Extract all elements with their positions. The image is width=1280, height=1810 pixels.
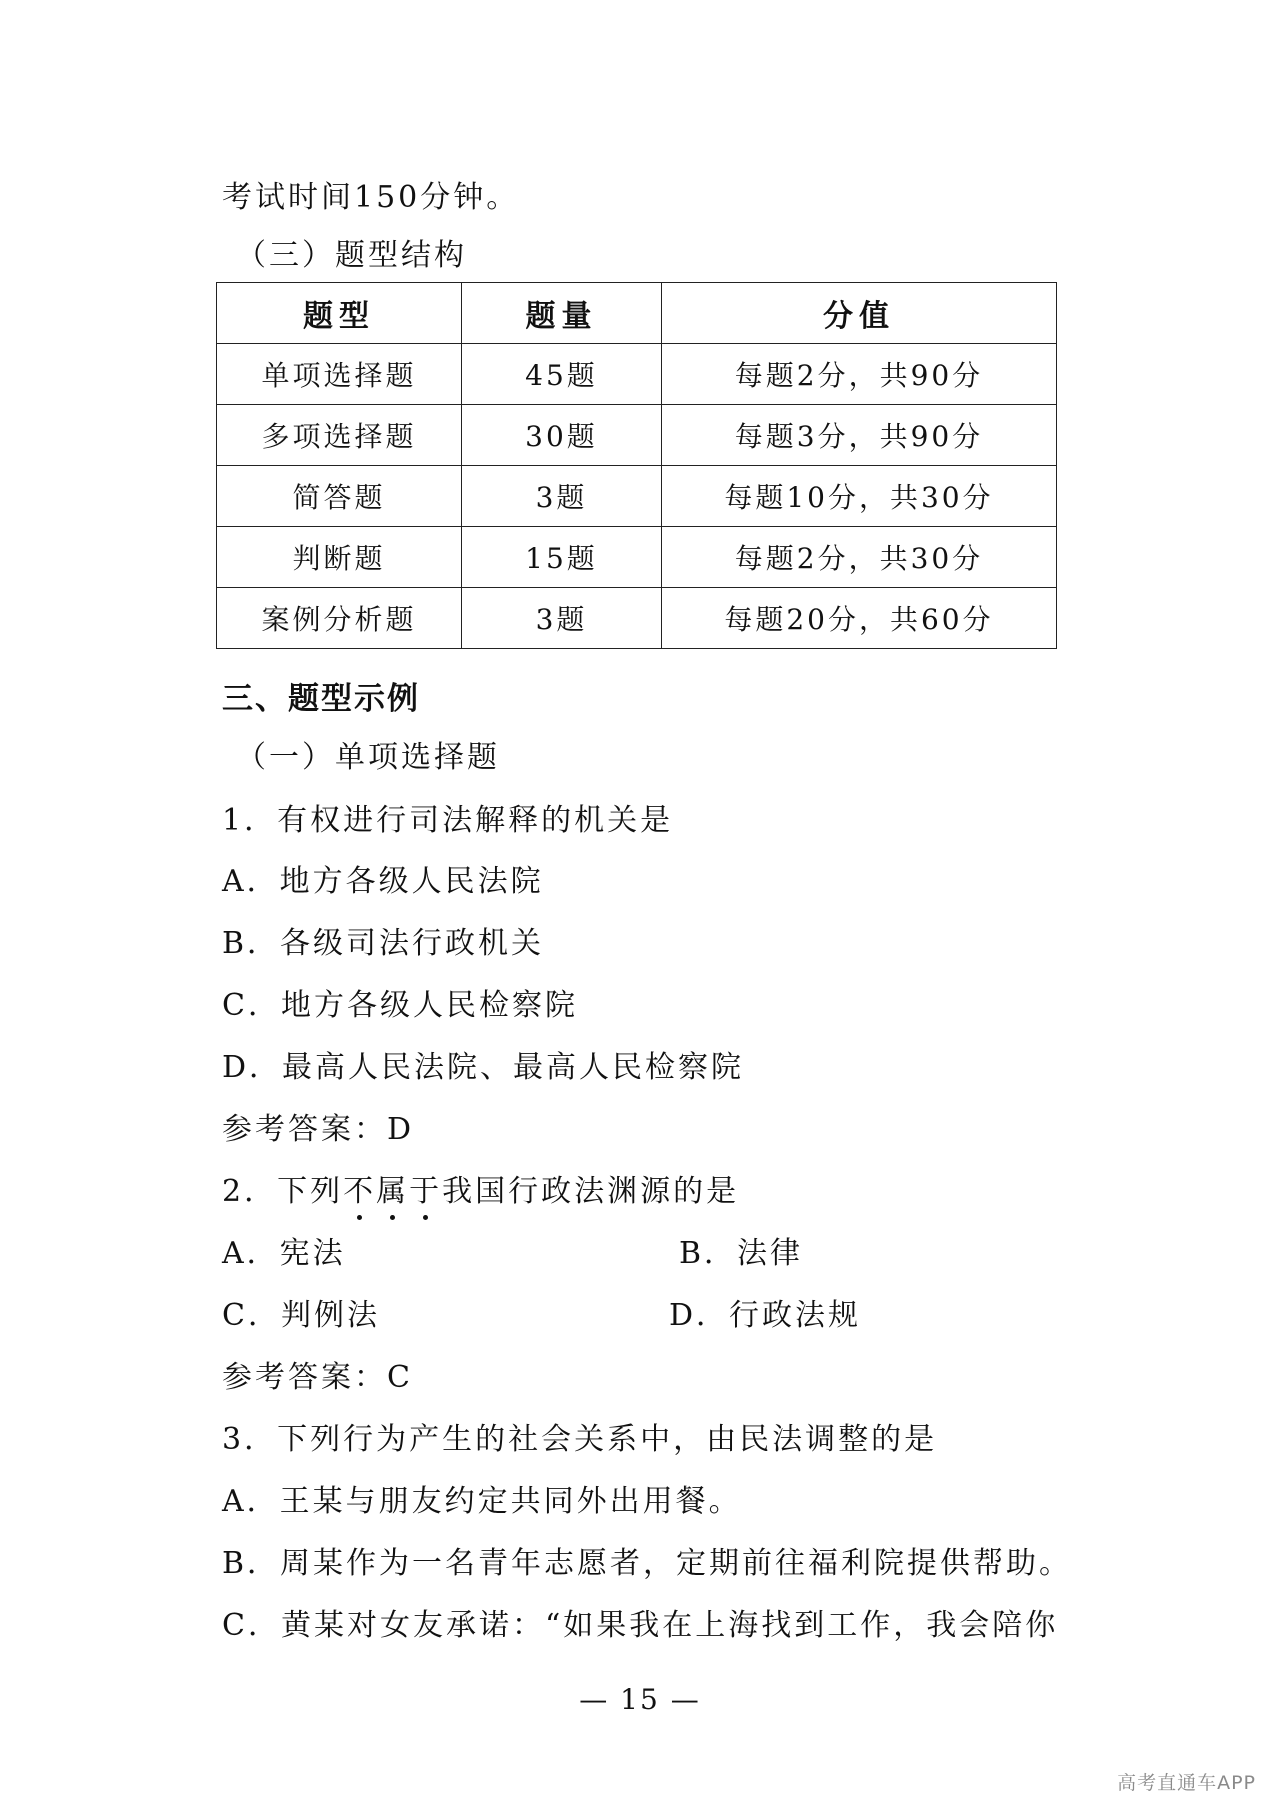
question-2-options-row-1 bbox=[222, 1234, 1022, 1274]
table-cell-count: 45题 bbox=[462, 344, 662, 405]
question-1-option-b: B．各级司法行政机关 bbox=[222, 926, 545, 961]
question-2-stem-start: 2．下列 bbox=[222, 1174, 344, 1209]
question-structure-table bbox=[216, 282, 1057, 649]
table-row bbox=[217, 466, 1057, 527]
table-cell-count: 30题 bbox=[462, 405, 662, 466]
table-header-count: 题量 bbox=[462, 283, 662, 344]
table-row bbox=[217, 527, 1057, 588]
exam-time-text: 考试时间150分钟。 bbox=[222, 180, 520, 215]
question-1-answer: 参考答案：D bbox=[222, 1112, 415, 1147]
app-watermark: 高考直通车APP bbox=[1117, 1772, 1256, 1794]
question-2-stem-end: 我国行政法渊源的是 bbox=[442, 1174, 740, 1209]
question-2-option-c: C．判例法 bbox=[222, 1298, 380, 1333]
question-2-options-row-2 bbox=[222, 1296, 1022, 1336]
table-cell-count: 3题 bbox=[462, 588, 662, 649]
table-row bbox=[217, 588, 1057, 649]
table-cell-type: 单项选择题 bbox=[217, 344, 462, 405]
table-cell-count: 15题 bbox=[462, 527, 662, 588]
question-3-stem: 3．下列行为产生的社会关系中，由民法调整的是 bbox=[222, 1422, 938, 1457]
single-choice-heading: （一）单项选择题 bbox=[236, 740, 500, 775]
table-cell-score: 每题10分，共30分 bbox=[662, 466, 1057, 527]
table-row bbox=[217, 344, 1057, 405]
question-3-option-b: B．周某作为一名青年志愿者，定期前往福利院提供帮助。 bbox=[222, 1546, 1073, 1581]
question-1-option-d: D．最高人民法院、最高人民检察院 bbox=[222, 1050, 745, 1085]
table-cell-type: 简答题 bbox=[217, 466, 462, 527]
question-1-stem: 1．有权进行司法解释的机关是 bbox=[222, 803, 674, 838]
question-2-answer: 参考答案：C bbox=[222, 1360, 413, 1395]
table-header-row bbox=[217, 283, 1057, 344]
question-2-option-d: D．行政法规 bbox=[669, 1298, 862, 1333]
table-header-type: 题型 bbox=[217, 283, 462, 344]
question-3-option-c: C．黄某对女友承诺：“如果我在上海找到工作，我会陪你 bbox=[222, 1608, 1059, 1643]
table-header-score: 分值 bbox=[662, 283, 1057, 344]
emphasized-char: 于 bbox=[409, 1172, 442, 1212]
table-cell-score: 每题2分，共30分 bbox=[662, 527, 1057, 588]
question-2-option-b: B．法律 bbox=[679, 1236, 804, 1271]
emphasized-char: 不 bbox=[343, 1172, 376, 1212]
table-cell-score: 每题3分，共90分 bbox=[662, 405, 1057, 466]
structure-section-heading: （三）题型结构 bbox=[236, 238, 467, 273]
question-3-option-a: A．王某与朋友约定共同外出用餐。 bbox=[222, 1484, 742, 1519]
emphasized-char: 属 bbox=[376, 1172, 409, 1212]
table-cell-count: 3题 bbox=[462, 466, 662, 527]
table-cell-score: 每题20分，共60分 bbox=[662, 588, 1057, 649]
question-2-option-a: A．宪法 bbox=[222, 1236, 346, 1271]
table-cell-score: 每题2分，共90分 bbox=[662, 344, 1057, 405]
page-number: — 15 — bbox=[579, 1683, 701, 1716]
table-cell-type: 多项选择题 bbox=[217, 405, 462, 466]
question-1-option-c: C．地方各级人民检察院 bbox=[222, 988, 578, 1023]
examples-heading: 三、题型示例 bbox=[222, 681, 420, 717]
table-row bbox=[217, 405, 1057, 466]
table-cell-type: 判断题 bbox=[217, 527, 462, 588]
question-2-stem bbox=[222, 1172, 739, 1212]
table-cell-type: 案例分析题 bbox=[217, 588, 462, 649]
question-1-option-a: A．地方各级人民法院 bbox=[222, 864, 544, 899]
